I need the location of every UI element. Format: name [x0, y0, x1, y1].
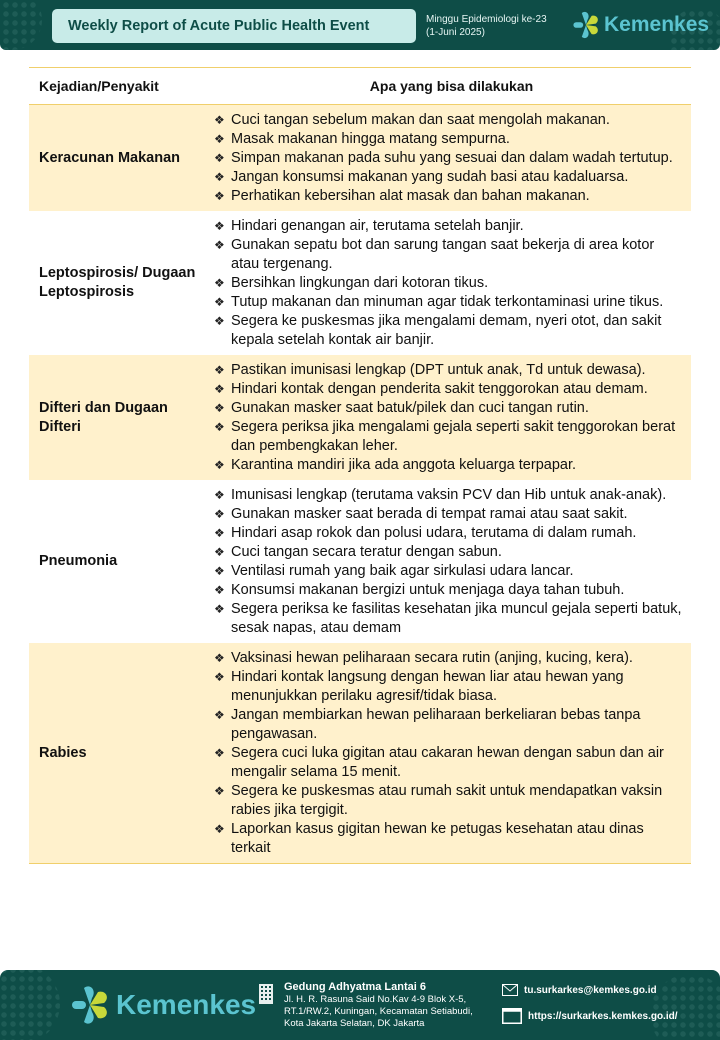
action-item — [214, 380, 685, 399]
building-icon — [258, 983, 274, 1005]
action-item — [214, 782, 685, 820]
action-item — [214, 543, 685, 562]
disease-name: Keracunan Makanan — [39, 149, 181, 166]
action-item — [214, 562, 685, 581]
action-text: Pastikan imunisasi lengkap (DPT untuk anak, Td untuk dewasa). — [231, 362, 646, 378]
diamond-bullet-icon: ❖ — [214, 526, 225, 540]
action-item — [214, 236, 685, 274]
address-line: Kota Jakarta Selatan, DK Jakarta — [284, 1018, 425, 1029]
action-item — [214, 486, 685, 505]
diamond-bullet-icon: ❖ — [214, 602, 225, 616]
column-header-actions: Apa yang bisa dilakukan — [369, 78, 534, 94]
action-item — [214, 668, 685, 706]
diamond-bullet-icon: ❖ — [214, 401, 225, 415]
action-item — [214, 168, 685, 187]
action-text: Hindari genangan air, terutama setelah banjir. — [231, 218, 524, 234]
column-header-disease: Kejadian/Penyakit — [39, 78, 159, 94]
diamond-bullet-icon: ❖ — [214, 314, 225, 328]
action-text: Hindari kontak langsung dengan hewan liar atau hewan yang menunjukkan perilaku agresif/tidak biasa. — [231, 669, 624, 704]
action-item — [214, 312, 685, 350]
action-item — [214, 418, 685, 456]
action-text: Tutup makanan dan minuman agar tidak terkontaminasi urine tikus. — [231, 294, 664, 310]
action-text: Ventilasi rumah yang baik agar sirkulasi udara lancar. — [231, 563, 574, 579]
diamond-bullet-icon: ❖ — [214, 151, 225, 165]
action-text: Hindari asap rokok dan polusi udara, terutama di dalam rumah. — [231, 525, 637, 541]
action-item — [214, 456, 685, 475]
browser-window-icon — [502, 1008, 522, 1024]
diamond-bullet-icon: ❖ — [214, 238, 225, 252]
action-item — [214, 399, 685, 418]
action-list — [212, 480, 691, 643]
action-item — [214, 187, 685, 206]
report-header — [0, 0, 720, 50]
action-text: Masak makanan hingga matang sempurna. — [231, 131, 510, 147]
disease-name: Pneumonia — [39, 553, 118, 569]
action-text: Gunakan masker saat berada di tempat ramai atau saat sakit. — [231, 506, 628, 522]
disease-name: Rabies — [39, 744, 87, 761]
action-item — [214, 505, 685, 524]
batik-pattern-decoration — [0, 970, 60, 1040]
action-item — [214, 274, 685, 293]
contact-website[interactable]: https://surkarkes.kemkes.go.id/ — [502, 1008, 678, 1024]
action-text: Hindari kontak dengan penderita sakit tenggorokan atau demam. — [231, 381, 648, 397]
action-text: Gunakan masker saat batuk/pilek dan cuci tangan rutin. — [231, 400, 589, 416]
action-text: Laporkan kasus gigitan hewan ke petugas kesehatan atau dinas terkait — [231, 821, 644, 856]
action-item — [214, 217, 685, 236]
contact-email[interactable]: tu.surkarkes@kemkes.go.id — [502, 984, 657, 996]
action-text: Konsumsi makanan bergizi untuk menjaga daya tahan tubuh. — [231, 582, 625, 598]
table-bottom-rule — [29, 863, 691, 864]
action-text: Segera periksa ke fasilitas kesehatan jika muncul gejala seperti batuk, sesak napas, atau demam — [231, 601, 682, 636]
disease-name: Leptospirosis/ Dugaan Leptospirosis — [39, 265, 196, 300]
diamond-bullet-icon: ❖ — [214, 219, 225, 233]
diamond-bullet-icon: ❖ — [214, 276, 225, 290]
action-item — [214, 111, 685, 130]
table-row — [29, 211, 691, 355]
address-title: Gedung Adhyatma Lantai 6 — [284, 981, 427, 993]
diamond-bullet-icon: ❖ — [214, 507, 225, 521]
action-item — [214, 293, 685, 312]
action-list — [212, 105, 691, 211]
table-row — [29, 105, 691, 211]
diamond-bullet-icon: ❖ — [214, 132, 225, 146]
batik-pattern-decoration — [650, 974, 720, 1040]
kemenkes-logo: Kemenkes — [70, 984, 256, 1026]
diamond-bullet-icon: ❖ — [214, 488, 225, 502]
kemenkes-logo-icon — [572, 10, 600, 40]
action-item — [214, 600, 685, 638]
action-text: Perhatikan kebersihan alat masak dan bahan makanan. — [231, 188, 590, 204]
report-footer — [0, 970, 720, 1040]
disease-name: Difteri dan Dugaan Difteri — [39, 399, 168, 435]
diamond-bullet-icon: ❖ — [214, 708, 225, 722]
diamond-bullet-icon: ❖ — [214, 189, 225, 203]
action-text: Gunakan sepatu bot dan sarung tangan saat bekerja di area kotor atau tergenang. — [231, 237, 655, 272]
diamond-bullet-icon: ❖ — [214, 651, 225, 665]
action-text: Simpan makanan pada suhu yang sesuai dan dalam wadah tertutup. — [231, 150, 673, 166]
action-text: Vaksinasi hewan peliharaan secara rutin (anjing, kucing, kera). — [231, 650, 633, 666]
diamond-bullet-icon: ❖ — [214, 822, 225, 836]
table-body — [29, 105, 691, 863]
action-text: Segera cuci luka gigitan atau cakaran hewan dengan sabun dan air mengalir selama 15 menit. — [231, 745, 664, 780]
office-address — [258, 981, 473, 1030]
action-text: Karantina mandiri jika ada anggota keluarga terpapar. — [231, 457, 577, 473]
diamond-bullet-icon: ❖ — [214, 363, 225, 377]
action-text: Segera periksa jika mengalami gejala seperti sakit tenggorokan berat dan pembengkakan leher. — [231, 419, 676, 454]
action-item — [214, 524, 685, 543]
action-text: Segera ke puskesmas jika mengalami demam, nyeri otot, dan sakit kepala setelah kontak air banjir. — [231, 313, 662, 348]
diamond-bullet-icon: ❖ — [214, 746, 225, 760]
report-title: Weekly Report of Acute Public Health Event — [52, 9, 416, 43]
table-row — [29, 355, 691, 480]
action-text: Imunisasi lengkap (terutama vaksin PCV dan Hib untuk anak-anak). — [231, 487, 667, 503]
action-item — [214, 130, 685, 149]
batik-pattern-decoration — [0, 0, 42, 50]
diamond-bullet-icon: ❖ — [214, 170, 225, 184]
action-text: Cuci tangan secara teratur dengan sabun. — [231, 544, 502, 560]
action-text: Segera ke puskesmas atau rumah sakit untuk mendapatkan vaksin rabies jika tergigit. — [231, 783, 663, 818]
action-item — [214, 361, 685, 380]
diamond-bullet-icon: ❖ — [214, 784, 225, 798]
action-text: Cuci tangan sebelum makan dan saat mengolah makanan. — [231, 112, 610, 128]
table-row — [29, 643, 691, 863]
health-actions-table — [29, 67, 691, 864]
diamond-bullet-icon: ❖ — [214, 670, 225, 684]
address-line: Jl. H. R. Rasuna Said No.Kav 4-9 Blok X-5, — [284, 994, 467, 1005]
action-item — [214, 581, 685, 600]
action-text: Jangan membiarkan hewan peliharaan berkeliaran bebas tanpa pengawasan. — [231, 707, 641, 742]
diamond-bullet-icon: ❖ — [214, 545, 225, 559]
diamond-bullet-icon: ❖ — [214, 382, 225, 396]
kemenkes-logo-icon — [70, 984, 110, 1026]
diamond-bullet-icon: ❖ — [214, 583, 225, 597]
action-item — [214, 706, 685, 744]
action-text: Jangan konsumsi makanan yang sudah basi atau kadaluarsa. — [231, 169, 629, 185]
table-header — [29, 67, 691, 105]
table-row — [29, 480, 691, 643]
action-list — [212, 643, 691, 863]
action-list — [212, 355, 691, 480]
diamond-bullet-icon: ❖ — [214, 420, 225, 434]
diamond-bullet-icon: ❖ — [214, 113, 225, 127]
mail-icon — [502, 984, 518, 996]
kemenkes-logo: Kemenkes — [572, 10, 709, 40]
diamond-bullet-icon: ❖ — [214, 458, 225, 472]
address-line: RT.1/RW.2, Kuningan, Kecamatan Setiabudi, — [284, 1006, 473, 1017]
action-item — [214, 149, 685, 168]
action-item — [214, 744, 685, 782]
diamond-bullet-icon: ❖ — [214, 564, 225, 578]
diamond-bullet-icon: ❖ — [214, 295, 225, 309]
action-item — [214, 820, 685, 858]
action-list — [212, 211, 691, 355]
epi-week-label: Minggu Epidemiologi ke-23 (1-Juni 2025) — [426, 14, 547, 38]
action-text: Bersihkan lingkungan dari kotoran tikus. — [231, 275, 489, 291]
action-item — [214, 649, 685, 668]
